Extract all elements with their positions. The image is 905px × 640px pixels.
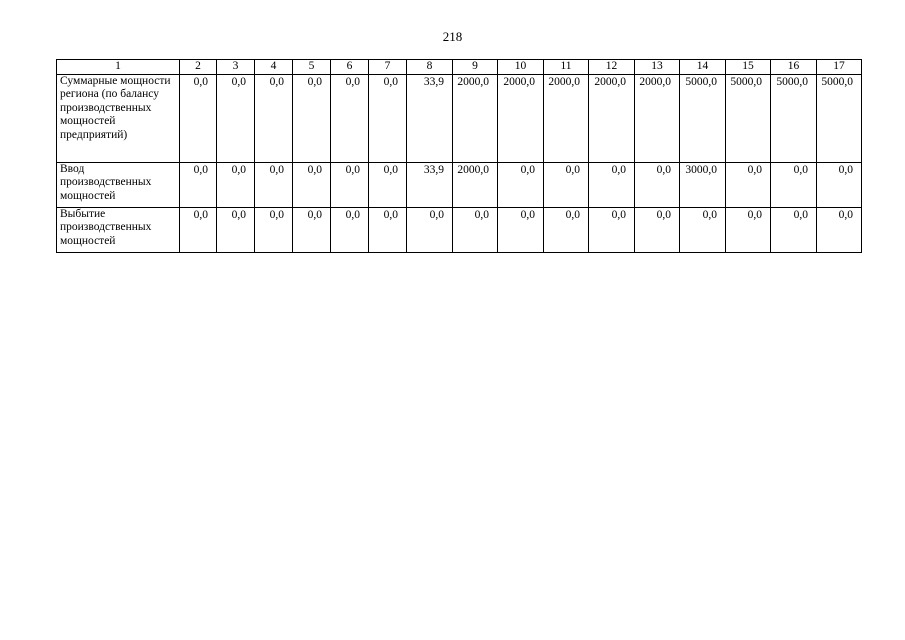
table-cell: 0,0 [726,162,771,207]
table-cell: 0,0 [726,207,771,252]
table-cell: 0,0 [680,207,726,252]
table-cell: 0,0 [817,207,862,252]
column-header: 5 [293,60,331,75]
row-label: Суммарные мощности региона (по балансу производственных мощностей предприятий) [57,74,180,162]
column-header: 15 [726,60,771,75]
table-header-row [57,60,862,75]
table-cell: 0,0 [817,162,862,207]
table-row [57,162,862,207]
table-cell: 0,0 [293,162,331,207]
table-cell: 0,0 [369,162,407,207]
table-cell: 0,0 [255,162,293,207]
table-cell: 0,0 [180,74,217,162]
table-cell: 5000,0 [817,74,862,162]
table-cell: 0,0 [407,207,453,252]
table-cell: 0,0 [180,207,217,252]
table-row [57,74,862,162]
table-cell: 2000,0 [453,162,498,207]
table-cell: 33,9 [407,162,453,207]
table-cell: 0,0 [771,162,817,207]
column-header: 9 [453,60,498,75]
table-cell: 2000,0 [635,74,680,162]
table-cell: 0,0 [544,162,589,207]
column-header: 8 [407,60,453,75]
table-cell: 0,0 [217,74,255,162]
table-cell: 0,0 [771,207,817,252]
column-header: 11 [544,60,589,75]
column-header: 13 [635,60,680,75]
table-cell: 5000,0 [771,74,817,162]
column-header: 3 [217,60,255,75]
table-cell: 0,0 [180,162,217,207]
row-label: Ввод производственных мощностей [57,162,180,207]
table-cell: 0,0 [453,207,498,252]
table-cell: 0,0 [255,207,293,252]
table-cell: 33,9 [407,74,453,162]
table-cell: 2000,0 [544,74,589,162]
table-cell: 0,0 [589,162,635,207]
table-cell: 0,0 [217,207,255,252]
table-cell: 2000,0 [498,74,544,162]
column-header: 17 [817,60,862,75]
table-cell: 5000,0 [726,74,771,162]
table-cell: 0,0 [217,162,255,207]
table-cell: 0,0 [498,207,544,252]
column-header: 7 [369,60,407,75]
column-header: 2 [180,60,217,75]
table-cell: 5000,0 [680,74,726,162]
column-header: 4 [255,60,293,75]
table-cell: 0,0 [331,74,369,162]
table-cell: 0,0 [331,162,369,207]
table-cell: 0,0 [293,74,331,162]
data-table [56,59,862,253]
table-cell: 0,0 [255,74,293,162]
table-cell: 0,0 [589,207,635,252]
table-cell: 0,0 [369,207,407,252]
column-header: 12 [589,60,635,75]
page-number: 218 [442,29,463,44]
column-header: 14 [680,60,726,75]
table-cell: 0,0 [544,207,589,252]
table-cell: 2000,0 [589,74,635,162]
row-label: Выбытие производственных мощностей [57,207,180,252]
table-cell: 0,0 [331,207,369,252]
table-cell: 0,0 [635,162,680,207]
table-cell: 0,0 [369,74,407,162]
table-row [57,207,862,252]
column-header: 6 [331,60,369,75]
column-header: 10 [498,60,544,75]
table-cell: 0,0 [293,207,331,252]
column-header: 16 [771,60,817,75]
table-cell: 2000,0 [453,74,498,162]
table-cell: 3000,0 [680,162,726,207]
table-cell: 0,0 [498,162,544,207]
table-cell: 0,0 [635,207,680,252]
column-header: 1 [57,60,180,75]
